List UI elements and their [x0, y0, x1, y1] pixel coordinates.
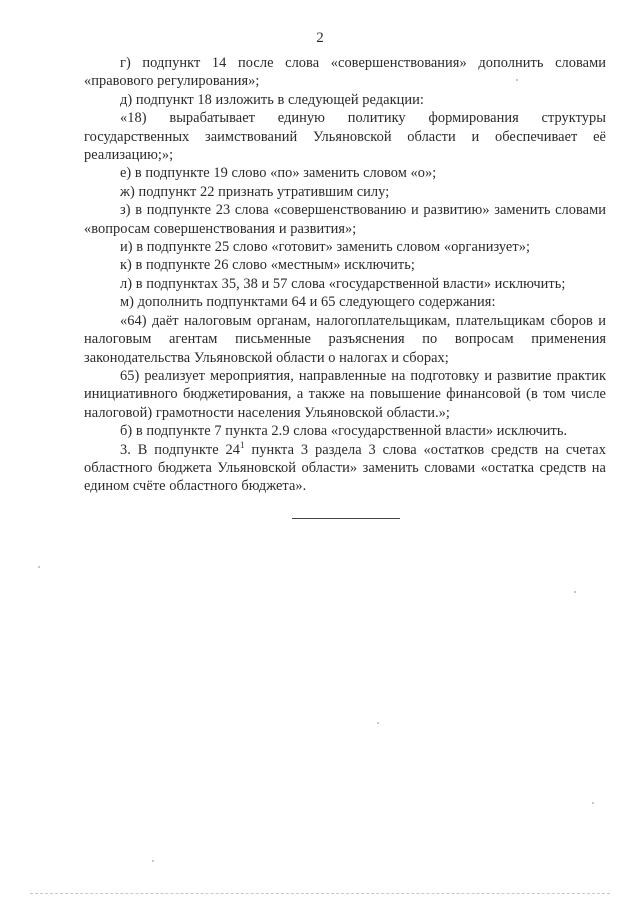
scan-speck — [516, 79, 518, 81]
item-3-prefix: 3. В подпункте 24 — [120, 441, 241, 458]
scan-speck — [574, 591, 576, 593]
paragraph-item-3 — [84, 441, 606, 496]
end-of-text-rule — [292, 518, 400, 519]
item-3-suffix: пункта 3 раздела 3 слова «остатков средств на счетах областного бюджета Ульяновской области» заменить словами «остатка средств на едином счёте областного бюджета». — [84, 441, 606, 495]
paragraph-g: г) подпункт 14 после слова «совершенствования» дополнить словами «правового регулирования»; — [84, 55, 606, 90]
scan-speck — [377, 722, 379, 724]
scan-speck — [38, 566, 40, 568]
paragraph-k: к) в подпункте 26 слово «местным» исключить; — [120, 257, 415, 274]
scan-speck — [152, 860, 154, 862]
item-3-superscript: 1 — [240, 439, 245, 450]
paragraph-b: б) в подпункте 7 пункта 2.9 слова «государственной власти» исключить. — [120, 423, 568, 440]
paragraph-18: «18) вырабатывает единую политику формирования структуры государственных заимствований Ульяновской области и обеспечивает её реализацию;»; — [84, 110, 606, 164]
paragraph-zh: ж) подпункт 22 признать утратившим силу; — [120, 183, 390, 200]
paragraph-d: д) подпункт 18 изложить в следующей редакции: — [120, 91, 424, 108]
scan-speck — [592, 802, 594, 804]
paragraph-65: 65) реализует мероприятия, направленные на подготовку и развитие практик инициативного бюджетирования, а также на повышение финансовой (в том числе налоговой) грамотности населения Ульяновской области.»; — [84, 367, 606, 421]
paragraph-e: е) в подпункте 19 слово «по» заменить словом «о»; — [120, 165, 437, 182]
paragraph-64: «64) даёт налоговым органам, налогоплательщикам, плательщикам сборов и налоговым агентам письменные разъяснения по вопросам применения законодательства Ульяновской области о налогах и сборах; — [84, 312, 606, 366]
paragraph-i: и) в подпункте 25 слово «готовит» заменить словом «организует»; — [120, 239, 531, 256]
scan-bottom-edge — [30, 893, 610, 894]
paragraph-z: з) в подпункте 23 слова «совершенствованию и развитию» заменить словами «вопросам совершенствования и развития»; — [84, 202, 606, 237]
page-number: 2 — [316, 30, 324, 46]
paragraph-l: л) в подпунктах 35, 38 и 57 слова «государственной власти» исключить; — [120, 275, 566, 292]
paragraph-m: м) дополнить подпунктами 64 и 65 следующего содержания: — [120, 294, 496, 311]
document-body — [84, 54, 606, 496]
